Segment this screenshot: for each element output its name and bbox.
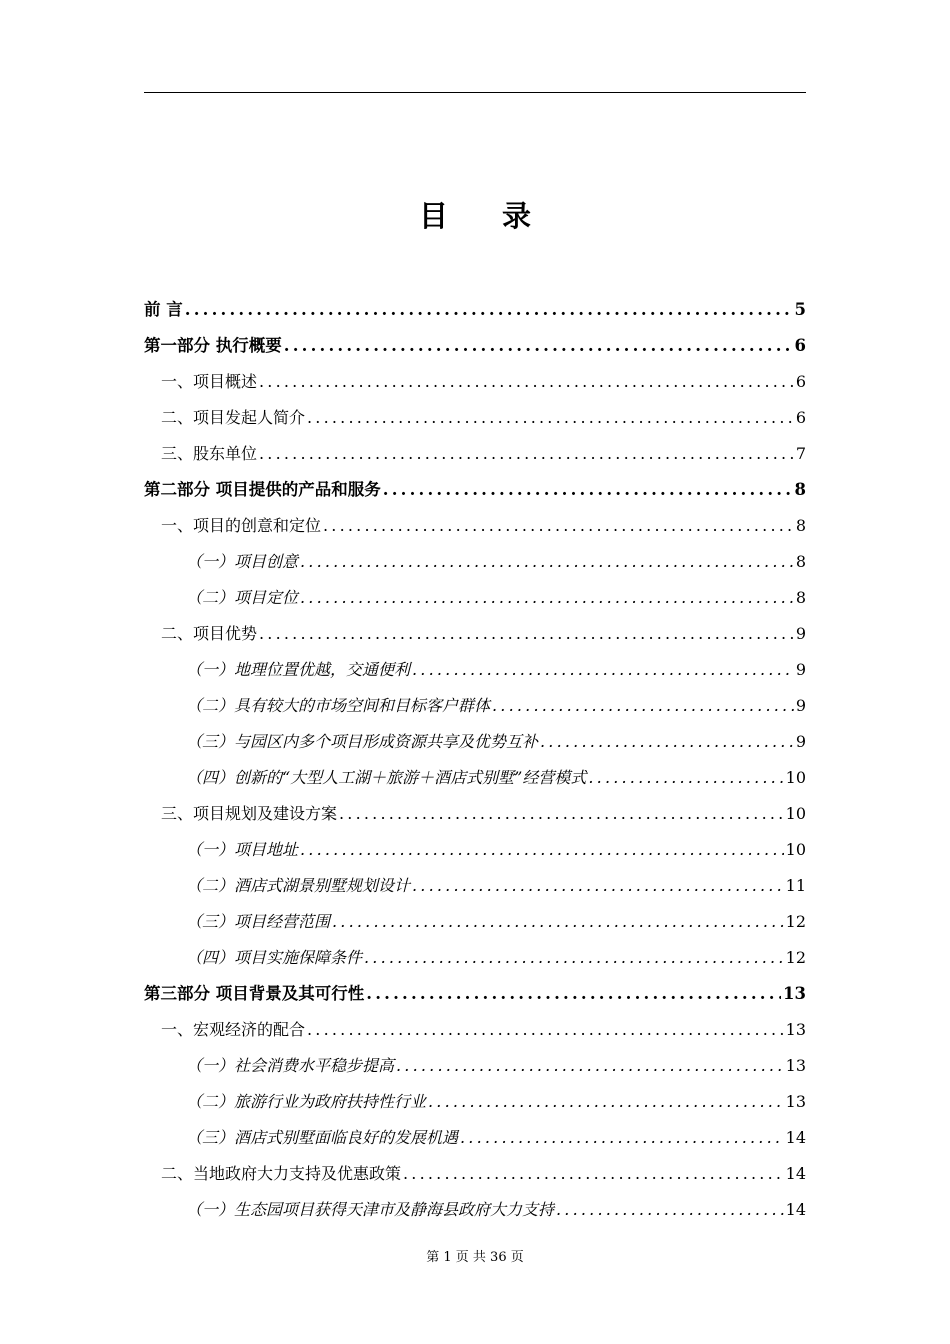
toc-entry-page: 13 [785,1020,806,1039]
toc-entry[interactable] [144,688,806,724]
toc-dot-leader [307,400,794,436]
toc-entry[interactable] [144,1048,806,1084]
toc-entry[interactable] [144,436,806,472]
toc-entry-page: 12 [785,912,806,931]
toc-entry-page: 6 [794,336,806,355]
toc-entry[interactable] [144,1156,806,1192]
toc-dot-leader [307,1012,784,1048]
toc-entry-label: 一、宏观经济的配合 [161,1020,306,1039]
toc-entry-label: （一）社会消费水平稳步提高 [186,1056,395,1075]
toc-entry[interactable] [144,1120,806,1156]
toc-entry-page: 9 [795,732,806,751]
toc-entry-label: 第三部分 项目背景及其可行性 [144,984,365,1003]
toc-entry[interactable] [144,652,806,688]
toc-entry[interactable] [144,1084,806,1120]
toc-entry-page: 14 [785,1164,806,1183]
toc-entry[interactable] [144,1192,806,1228]
toc-entry-label: 三、股东单位 [161,444,258,463]
toc-entry[interactable] [144,904,806,940]
toc-dot-leader [383,472,793,508]
toc-entry-page: 9 [795,624,806,643]
toc-entry[interactable] [144,472,806,508]
toc-entry-label: （四）创新的“大型人工湖＋旅游＋酒店式别墅”经营模式 [186,768,587,787]
toc-entry-label: （三）项目经营范围 [186,912,331,931]
toc-entry-label: 二、当地政府大力支持及优惠政策 [161,1164,402,1183]
toc-entry-page: 7 [795,444,806,463]
toc-entry[interactable] [144,760,806,796]
toc-entry-page: 6 [795,372,806,391]
toc-entry-label: 第一部分 执行概要 [144,336,282,355]
toc-entry[interactable] [144,328,806,364]
toc-entry[interactable] [144,796,806,832]
toc-entry[interactable] [144,508,806,544]
toc-dot-leader [259,364,794,400]
toc-entry-label: （一）项目创意 [186,552,299,571]
toc-entry-page: 13 [783,984,806,1003]
toc-entry[interactable] [144,580,806,616]
toc-entry-label: 二、项目发起人简介 [161,408,306,427]
toc-entry-label: 第二部分 项目提供的产品和服务 [144,480,381,499]
toc-entry-page: 6 [795,408,806,427]
toc-dot-leader [428,1084,784,1120]
toc-dot-leader [412,868,784,904]
toc-entry-page: 12 [785,948,806,967]
toc-dot-leader [339,796,784,832]
toc-entry-page: 10 [785,840,806,859]
toc-dot-leader [403,1156,784,1192]
toc-entry-page: 8 [794,480,806,499]
toc-entry-page: 8 [795,552,806,571]
toc-entry-label: （三）与园区内多个项目形成资源共享及优势互补 [186,732,539,751]
toc-entry-label: 前 言 [144,300,183,319]
toc-dot-leader [364,940,784,976]
toc-entry-page: 8 [795,588,806,607]
toc-entry-page: 14 [785,1200,806,1219]
toc-entry-page: 9 [795,660,806,679]
toc-entry[interactable] [144,292,806,328]
toc-entry-label: （一）项目地址 [186,840,299,859]
toc-dot-leader [540,724,794,760]
toc-entry[interactable] [144,868,806,904]
toc-entry-label: （一）地理位置优越，交通便利 [186,660,411,679]
toc-entry-label: 一、项目概述 [161,372,258,391]
table-of-contents [144,292,806,1228]
toc-entry-page: 10 [785,768,806,787]
toc-entry-page: 11 [785,876,806,895]
toc-entry[interactable] [144,832,806,868]
toc-title: 目 录 [418,199,554,233]
toc-entry-label: （一）生态园项目获得天津市及静海县政府大力支持 [186,1200,555,1219]
toc-entry[interactable] [144,1012,806,1048]
toc-entry-page: 13 [785,1056,806,1075]
toc-dot-leader [332,904,784,940]
toc-entry-page: 8 [795,516,806,535]
toc-dot-leader [366,976,781,1012]
toc-entry-page: 9 [795,696,806,715]
toc-entry-label: （二）酒店式湖景别墅规划设计 [186,876,411,895]
toc-dot-leader [556,1192,784,1228]
toc-dot-leader [588,760,783,796]
toc-entry[interactable] [144,976,806,1012]
toc-dot-leader [259,436,794,472]
toc-dot-leader [492,688,794,724]
toc-entry-page: 14 [785,1128,806,1147]
toc-entry[interactable] [144,544,806,580]
page-footer: 第 1 页 共 36 页 [426,1250,524,1265]
toc-dot-leader [284,328,793,364]
toc-entry-page: 5 [794,300,806,319]
toc-entry[interactable] [144,364,806,400]
toc-entry-label: 一、项目的创意和定位 [161,516,322,535]
toc-entry[interactable] [144,616,806,652]
toc-dot-leader [259,616,794,652]
header-rule [144,92,806,93]
toc-entry-label: （二）具有较大的市场空间和目标客户群体 [186,696,491,715]
toc-entry[interactable] [144,400,806,436]
toc-entry[interactable] [144,724,806,760]
toc-dot-leader [396,1048,784,1084]
toc-entry-label: 三、项目规划及建设方案 [161,804,338,823]
toc-entry-page: 10 [785,804,806,823]
toc-entry-page: 13 [785,1092,806,1111]
toc-entry-label: （二）项目定位 [186,588,299,607]
toc-entry-label: （二）旅游行业为政府扶持性行业 [186,1092,427,1111]
toc-dot-leader [412,652,794,688]
toc-dot-leader [300,580,794,616]
toc-entry-label: （四）项目实施保障条件 [186,948,363,967]
toc-entry-label: 二、项目优势 [161,624,258,643]
toc-entry[interactable] [144,940,806,976]
toc-dot-leader [300,832,784,868]
toc-dot-leader [323,508,794,544]
toc-dot-leader [300,544,794,580]
toc-dot-leader [460,1120,784,1156]
toc-entry-label: （三）酒店式别墅面临良好的发展机遇 [186,1128,459,1147]
toc-dot-leader [185,292,793,328]
